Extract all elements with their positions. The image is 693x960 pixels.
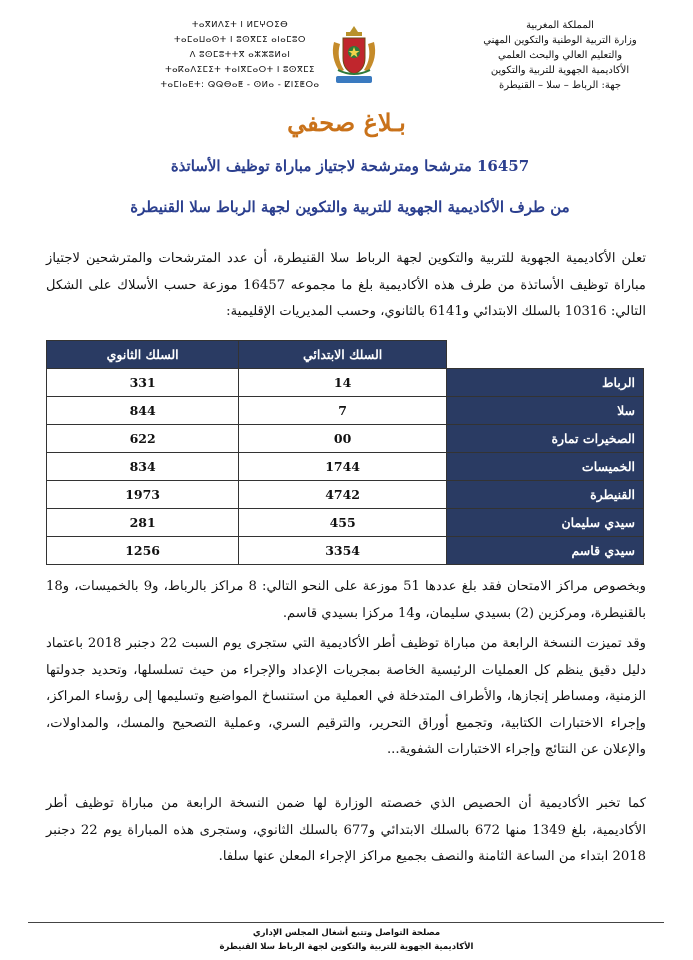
region-cell: سيدي سليمان bbox=[447, 509, 644, 537]
header-line: ⵜⴰⴳⵍⴷⵉⵜ ⵏ ⵍⵎⵖⵔⵉⴱ bbox=[191, 20, 289, 30]
region-cell: سيدي قاسم bbox=[447, 537, 644, 565]
secondary-cell: 1973 bbox=[47, 481, 239, 509]
intro-paragraph bbox=[46, 246, 646, 326]
region-cell: الصخيرات تمارة bbox=[447, 425, 644, 453]
institution-header-arabic bbox=[445, 18, 675, 93]
quota-text: كما تخبر الأكاديمية أن الحصيص الذي خصصته الوزارة لها ضمن النسخة الرابعة من مباراة توظيف أطر الأكاديمية، بلغ 1349 منها 672 بالسلك الابتدائي و677 بالسلك الثانوي، وستجرى هذه المباراة يوم 22 دجنبر 2018 ابتداء من الساعة الثامنة والنصف بجميع مراكز الإجراء المعلن عنها سلفا. bbox=[46, 796, 646, 864]
primary-cell: 1744 bbox=[239, 453, 447, 481]
press-release-title: بـلاغ صحفي bbox=[287, 108, 406, 137]
column-header-secondary: السلك الثانوي bbox=[47, 341, 239, 369]
centers-text: وبخصوص مراكز الامتحان فقد بلغ عددها 51 موزعة على النحو التالي: 8 مراكز بالرباط، و9 بالخميسات، و18 بالقنيطرة، ومركزين (2) بسيدي سليمان، و14 مركزا بسيدي قاسم. bbox=[46, 579, 646, 621]
table-row bbox=[47, 453, 644, 481]
secondary-cell: 1256 bbox=[47, 537, 239, 565]
headline-sub: من طرف الأكاديمية الجهوية للتربية والتكوين لجهة الرباط سلا القنيطرة bbox=[130, 198, 570, 216]
primary-cell: 14 bbox=[239, 369, 447, 397]
primary-cell: 00 bbox=[239, 425, 447, 453]
table-row bbox=[47, 537, 644, 565]
header-line: وزارة التربية الوطنية والتكوين المهني bbox=[483, 35, 637, 46]
region-cell: القنيطرة bbox=[447, 481, 644, 509]
institution-header-amazigh bbox=[160, 18, 320, 93]
centers-paragraph bbox=[46, 574, 646, 627]
table-row bbox=[47, 397, 644, 425]
secondary-cell: 844 bbox=[47, 397, 239, 425]
column-header-primary: السلك الابتدائي bbox=[239, 341, 447, 369]
header-line: الأكاديمية الجهوية للتربية والتكوين bbox=[490, 65, 630, 76]
coat-of-arms-icon bbox=[328, 22, 380, 88]
header-line: المملكة المغربية bbox=[526, 20, 594, 31]
table-row bbox=[47, 509, 644, 537]
header-line: ⵜⴰⴽⴰⴷⵉⵎⵉⵜ ⵜⴰⵏⴳⵎⴰⵔⵜ ⵏ ⵓⵙⴳⵎⵉ bbox=[165, 65, 315, 75]
header-line: ⵜⴰⵎⴰⵡⴰⵙⵜ ⵏ ⵓⵙⴳⵎⵉ ⴰⵏⴰⵎⵓⵔ bbox=[174, 35, 306, 45]
table-row bbox=[47, 425, 644, 453]
header-line: ⵜⴰⵎⵏⴰⴹⵜ: ⵕⵕⴱⴰⵟ - ⵙⵍⴰ - ⵇⵏⵉⵟⵔⴰ bbox=[160, 80, 320, 90]
headline-main: 16457 مترشحا ومترشحة لاجتياز مباراة توظيف الأساتذة bbox=[170, 157, 530, 175]
quota-paragraph bbox=[46, 791, 646, 871]
header-line: ⴷ ⵓⵙⵎⵓⵜⵜⴳ ⴰⵣⵣⵓⵍⴰⵏ bbox=[189, 50, 291, 60]
secondary-cell: 331 bbox=[47, 369, 239, 397]
secondary-cell: 834 bbox=[47, 453, 239, 481]
table-header-row bbox=[47, 341, 644, 369]
secondary-cell: 281 bbox=[47, 509, 239, 537]
region-cell: سلا bbox=[447, 397, 644, 425]
footer-divider bbox=[28, 922, 664, 923]
region-cell: الخميسات bbox=[447, 453, 644, 481]
edition-paragraph bbox=[46, 631, 646, 764]
table-row bbox=[47, 369, 644, 397]
intro-text: تعلن الأكاديمية الجهوية للتربية والتكوين لجهة الرباط سلا القنيطرة، أن عدد المترشحات والمترشحين لاجتياز مباراة توظيف الأساتذة من طرف هذه الأكاديمية بلغ ما مجموعه 16457 موزعة حسب الأسلاك على الشكل التالي: 10316 بالسلك الابتدائي و6141 بالثانوي، وحسب المديريات الإقليمية: bbox=[46, 251, 646, 319]
footer-service: مصلحة التواصل وتتبع أشغال المجلس الإداري bbox=[252, 928, 441, 938]
secondary-cell: 622 bbox=[47, 425, 239, 453]
table-corner bbox=[447, 341, 644, 369]
footer-academy: الأكاديمية الجهوية للتربية والتكوين لجهة الرباط سلا القنيطرة bbox=[219, 942, 474, 952]
primary-cell: 4742 bbox=[239, 481, 447, 509]
header-line: والتعليم العالي والبحث العلمي bbox=[497, 50, 623, 61]
edition-text: وقد تميزت النسخة الرابعة من مباراة توظيف أطر الأكاديمية التي ستجرى يوم السبت 22 دجنبر 2018 باعتماد دليل دقيق ينظم كل العمليات الرئيسية الخاصة بمجريات الإعداد والإجراء من حيث تسلسلها، وتحديد جدولتها الزمنية، ومساطر إنجازها، والأطراف المتدخلة في العملية من استنساخ المواضيع وتسليمها إلى رؤساء المراكز، وإجراء الاختبارات الكتابية، وتجميع أوراق التحرير، والترقيم السري، وعملية التصحيح والمسك، والمداولات، والإعلان عن النتائج وإجراء الاختبارات الشفوية... bbox=[46, 636, 646, 757]
header-line: جهة: الرباط – سلا – القنيطرة bbox=[498, 80, 622, 91]
candidates-table bbox=[46, 340, 644, 565]
primary-cell: 3354 bbox=[239, 537, 447, 565]
region-cell: الرباط bbox=[447, 369, 644, 397]
table-row bbox=[47, 481, 644, 509]
primary-cell: 7 bbox=[239, 397, 447, 425]
primary-cell: 455 bbox=[239, 509, 447, 537]
